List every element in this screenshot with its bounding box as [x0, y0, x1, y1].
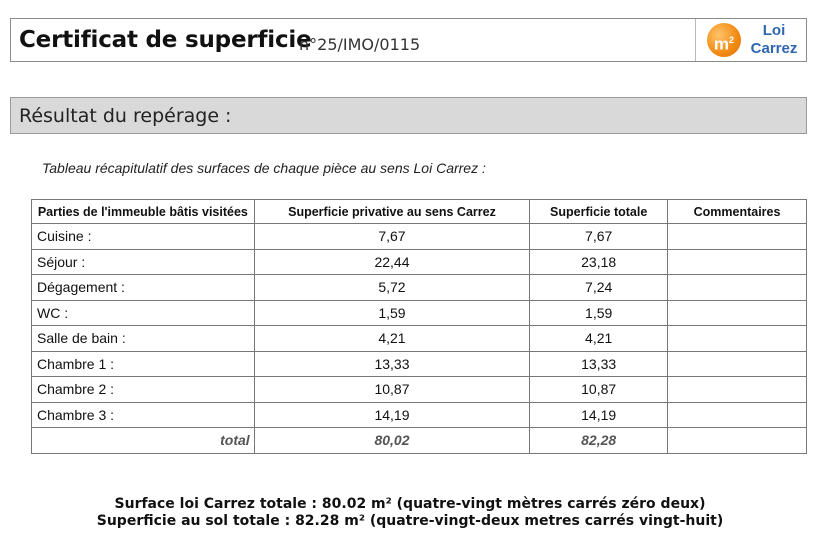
total-label: total [32, 428, 255, 454]
room-carrez-area: 1,59 [254, 300, 530, 326]
room-comment [668, 351, 807, 377]
room-name: WC : [32, 300, 255, 326]
room-carrez-area: 10,87 [254, 377, 530, 403]
room-name: Cuisine : [32, 224, 255, 250]
certificate-number: n°25/IMO/0115 [299, 35, 421, 54]
room-total-area: 7,24 [530, 275, 668, 301]
room-carrez-area: 14,19 [254, 402, 530, 428]
room-carrez-area: 13,33 [254, 351, 530, 377]
surface-table [31, 199, 807, 454]
room-comment [668, 275, 807, 301]
header-divider [695, 19, 696, 61]
column-header-carrez: Superficie privative au sens Carrez [254, 200, 530, 224]
room-total-area: 10,87 [530, 377, 668, 403]
room-total-area: 23,18 [530, 249, 668, 275]
room-comment [668, 402, 807, 428]
room-name: Dégagement : [32, 275, 255, 301]
column-header-room: Parties de l'immeuble bâtis visitées [32, 200, 255, 224]
logo-badge-exponent: 2 [729, 35, 735, 45]
room-comment [668, 224, 807, 250]
column-header-comments: Commentaires [668, 200, 807, 224]
room-comment [668, 249, 807, 275]
room-carrez-area: 7,67 [254, 224, 530, 250]
room-comment [668, 377, 807, 403]
total-comment [668, 428, 807, 454]
table-caption: Tableau récapitulatif des surfaces de chaque pièce au sens Loi Carrez : [42, 160, 486, 176]
floor-total-summary: Superficie au sol totale : 82.28 m² (quatre-vingt-deux metres carrés vingt-huit) [96, 513, 724, 529]
page-title: Certificat de superficie [19, 27, 312, 53]
section-title: Résultat du repérage : [19, 105, 232, 127]
table-row [32, 377, 807, 403]
table-row [32, 351, 807, 377]
room-name: Chambre 3 : [32, 402, 255, 428]
room-name: Salle de bain : [32, 326, 255, 352]
table-row [32, 300, 807, 326]
table-row [32, 326, 807, 352]
section-header [10, 97, 807, 134]
room-total-area: 1,59 [530, 300, 668, 326]
logo-wordmark [746, 22, 802, 58]
room-carrez-area: 5,72 [254, 275, 530, 301]
room-total-area: 4,21 [530, 326, 668, 352]
room-comment [668, 300, 807, 326]
logo-badge: m [713, 34, 730, 54]
logo-line-1: Loi [762, 22, 786, 39]
room-name: Chambre 1 : [32, 351, 255, 377]
room-total-area: 7,67 [530, 224, 668, 250]
table-row [32, 249, 807, 275]
room-carrez-area: 4,21 [254, 326, 530, 352]
room-carrez-area: 22,44 [254, 249, 530, 275]
table-row [32, 275, 807, 301]
room-comment [668, 326, 807, 352]
loi-carrez-logo-icon [707, 23, 741, 57]
room-name: Chambre 2 : [32, 377, 255, 403]
table-row [32, 402, 807, 428]
certificate-header [10, 18, 807, 62]
table-row [32, 224, 807, 250]
total-carrez-area: 80,02 [254, 428, 530, 454]
column-header-total: Superficie totale [530, 200, 668, 224]
table-header-row [32, 200, 807, 224]
room-total-area: 13,33 [530, 351, 668, 377]
room-total-area: 14,19 [530, 402, 668, 428]
logo-line-2: Carrez [750, 40, 798, 57]
table-total-row [32, 428, 807, 454]
carrez-total-summary: Surface loi Carrez totale : 80.02 m² (quatre-vingt mètres carrés zéro deux) [114, 496, 706, 512]
room-name: Séjour : [32, 249, 255, 275]
total-floor-area: 82,28 [530, 428, 668, 454]
